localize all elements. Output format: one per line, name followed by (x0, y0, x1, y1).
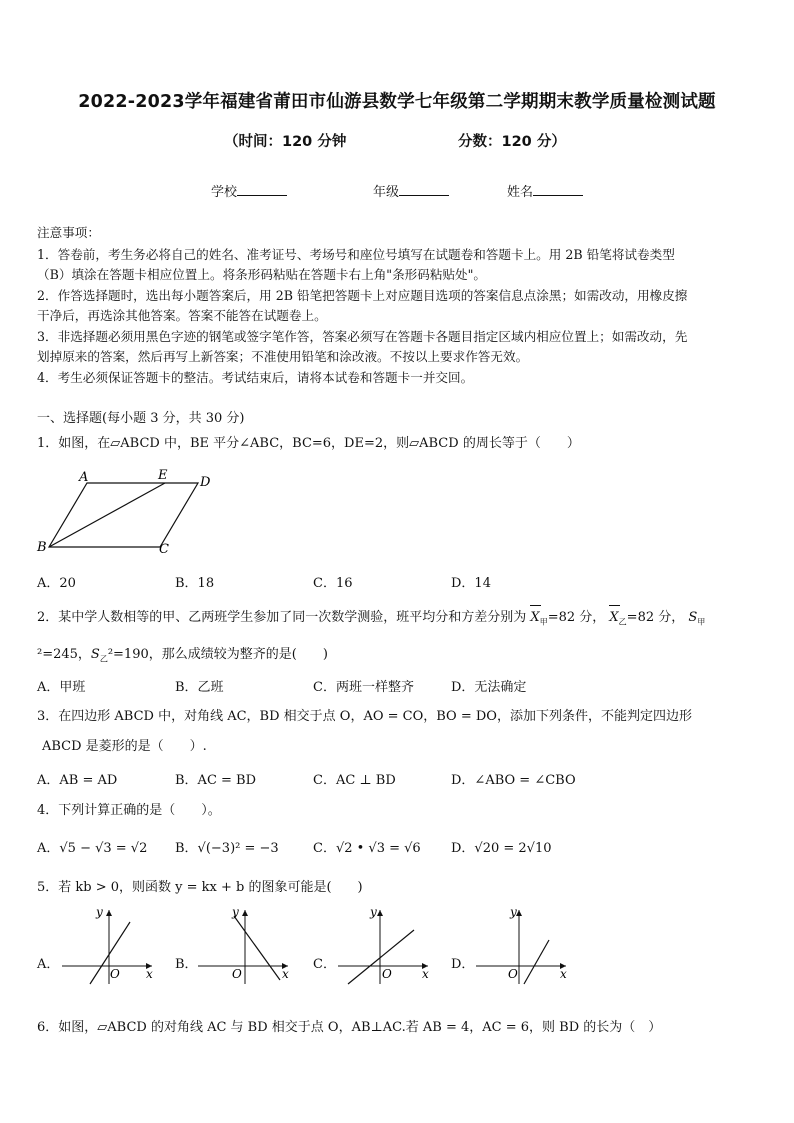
school-field[interactable]: 学校 (211, 181, 287, 200)
svg-text:y: y (510, 905, 517, 919)
q1-stem: 1．如图，在▱ABCD 中，BE 平分∠ABC，BC=6，DE=2，则▱ABCD 的周长等于（ ） (37, 436, 580, 451)
q5-option-d[interactable]: D． (451, 957, 475, 972)
notice-item: 4．考生必须保证答题卡的整洁。考试结束后，请将本试卷和答题卡一并交回。 (37, 370, 474, 385)
grade-field[interactable]: 年级 (373, 181, 449, 200)
q2-option-d[interactable]: D．无法确定 (451, 680, 527, 695)
svg-text:y: y (370, 905, 377, 919)
q1-option-c[interactable]: C．16 (313, 576, 353, 591)
line-graph-d (524, 940, 549, 984)
svg-text:y: y (96, 905, 103, 919)
svg-text:O: O (232, 967, 242, 981)
q4-stem: 4．下列计算正确的是（ ）。 (37, 803, 221, 818)
label-d: D (200, 475, 211, 490)
q4-option-c[interactable]: C．√2 • √3 = √6 (313, 841, 421, 856)
label-c: C (159, 542, 169, 557)
exam-time: （时间：120 分钟 (224, 134, 347, 150)
graph-d (474, 904, 574, 986)
svg-text:O: O (110, 967, 120, 981)
svg-text:O: O (382, 967, 392, 981)
q2-option-c[interactable]: C．两班一样整齐 (313, 680, 414, 695)
graph-c (336, 904, 436, 986)
q4-option-d[interactable]: D．√20 = 2√10 (451, 841, 552, 856)
svg-text:x: x (282, 967, 289, 981)
q3-option-c[interactable]: C．AC ⊥ BD (313, 773, 396, 788)
svg-text:y: y (232, 905, 239, 919)
q2-stem-line2: ²=245，$S_乙^2=190$，那么成绩较为整齐的是( ) (37, 647, 328, 664)
q5-option-a[interactable]: A． (37, 957, 60, 972)
notice-item: （B）填涂在答题卡相应位置上。将条形码粘贴在答题卡右上角"条形码粘贴处"。 (37, 267, 487, 282)
q1-option-d[interactable]: D．14 (451, 576, 491, 591)
q6-stem: 6．如图，▱ABCD 的对角线 AC 与 BD 相交于点 O，AB⊥AC.若 AB = 4，AC = 6，则 BD 的长为（ ） (37, 1020, 662, 1035)
name-field[interactable]: 姓名 (507, 181, 583, 200)
label-e: E (158, 468, 168, 483)
line-graph-c (348, 930, 414, 984)
q4-option-a[interactable]: A．√5 − √3 = √2 (37, 841, 148, 856)
q1-option-b[interactable]: B．18 (175, 576, 215, 591)
xbar-jia: $X_甲$ (530, 608, 547, 633)
q3-stem-line2: ABCD 是菱形的是（ ）. (42, 739, 207, 754)
exam-title: 2022-2023学年福建省莆田市仙游县数学七年级第二学期期末教学质量检测试题 (78, 92, 716, 112)
q4-option-b[interactable]: B．√(−3)² = −3 (175, 841, 279, 856)
section-heading: 一、选择题(每小题 3 分，共 30 分) (37, 411, 245, 426)
q5-option-c[interactable]: C． (313, 957, 336, 972)
label-a: A (79, 470, 89, 485)
notice-item: 划掉原来的答案，然后再写上新答案；不准使用铅笔和涂改液。不按以上要求作答无效。 (37, 349, 529, 364)
notice-item: 2．作答选择题时，选出每小题答案后，用 2B 铅笔把答题卡上对应题目选项的答案信息点涂黑；如需改动，用橡皮擦 (37, 288, 688, 303)
notice-item: 3．非选择题必须用黑色字迹的钢笔或签字笔作答，答案必须写在答题卡各题目指定区域内相应位置上；如需改动，先 (37, 329, 688, 344)
parallelogram-figure (30, 465, 220, 560)
q2-option-a[interactable]: A．甲班 (37, 680, 86, 695)
notice-item: 干净后，再选涂其他答案。答案不能答在试题卷上。 (37, 308, 327, 323)
svg-text:x: x (422, 967, 429, 981)
q3-option-b[interactable]: B．AC = BD (175, 773, 257, 788)
notice-item: 1．答卷前，考生务必将自己的姓名、准考证号、考场号和座位号填写在试题卷和答题卡上。用 2B 铅笔将试卷类型 (37, 247, 675, 262)
q3-stem: 3．在四边形 ABCD 中，对角线 AC，BD 相交于点 O，AO = CO，BO = DO，添加下列条件，不能判定四边形 (37, 709, 692, 724)
graph-a (60, 904, 160, 986)
svg-text:x: x (560, 967, 567, 981)
q3-option-a[interactable]: A．AB = AD (37, 773, 118, 788)
q5-option-b[interactable]: B． (175, 957, 198, 972)
q3-option-d[interactable]: D．∠ABO = ∠CBO (451, 773, 576, 788)
q5-stem: 5．若 kb > 0，则函数 y = kx + b 的图象可能是( ) (37, 880, 363, 895)
svg-text:O: O (508, 967, 518, 981)
q2-stem: 2．某中学人数相等的甲、乙两班学生参加了同一次数学测验，班平均分和方差分别为 $X_甲=82$ 分， $X_乙=82$ 分， $S_甲$ (37, 608, 762, 633)
exam-score: 分数：120 分） (458, 134, 566, 150)
q1-option-a[interactable]: A．20 (37, 576, 76, 591)
segment-be (49, 483, 165, 547)
label-b: B (37, 540, 47, 555)
parallelogram-abcd (49, 483, 198, 547)
svg-text:x: x (146, 967, 153, 981)
xbar-yi: $X_乙$ (609, 608, 626, 633)
q2-option-b[interactable]: B．乙班 (175, 680, 224, 695)
graph-b (196, 904, 296, 986)
notice-heading: 注意事项： (37, 225, 100, 240)
